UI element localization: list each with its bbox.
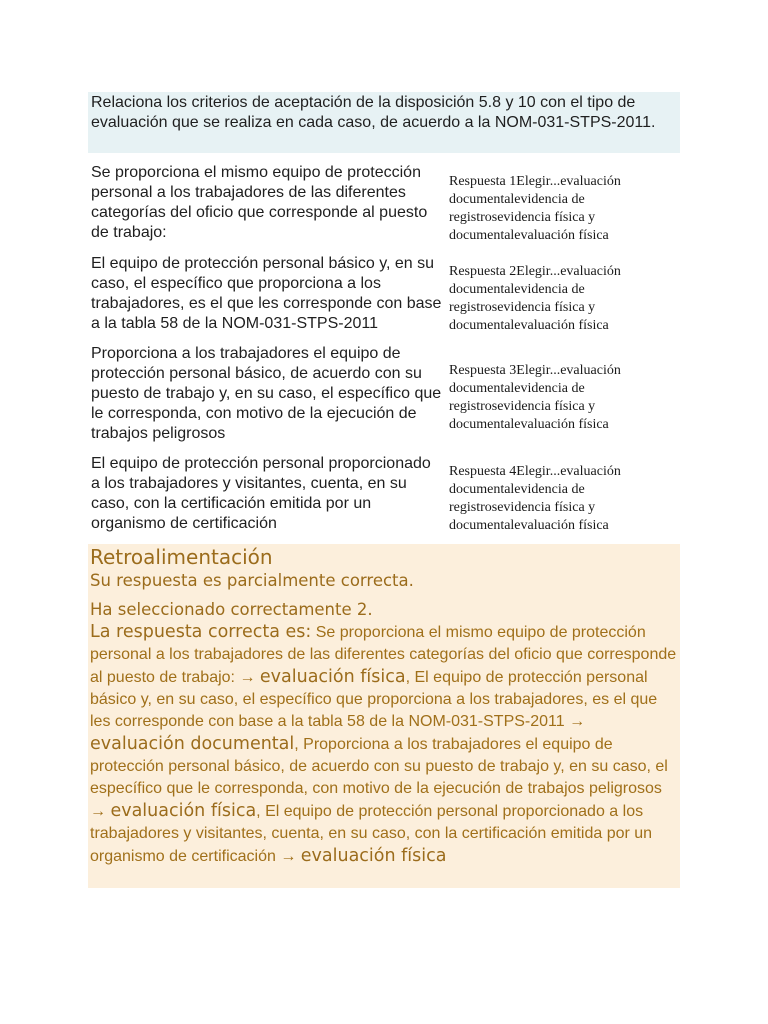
answer-label-4: Respuesta 4 <box>449 464 517 479</box>
correct-answer-value-1: evaluación física <box>259 667 406 687</box>
answer-label-3: Respuesta 3 <box>449 363 517 378</box>
match-row-3 <box>88 344 680 448</box>
correct-answer-value-2: evaluación documental <box>90 734 295 754</box>
match-statement-1: Se proporciona el mismo equipo de protección personal a los trabajadores de las diferentes categorías del oficio que corresponde al puesto de trabajo: <box>91 164 428 241</box>
question-prompt: Relaciona los criterios de aceptación de la disposición 5.8 y 10 con el tipo de evaluación que se realiza en cada caso, de acuerdo a la NOM-031-STPS-2011. <box>91 94 656 131</box>
correct-answer-text-1: Se proporciona el mismo equipo de protección personal a los trabajadores de las diferentes categorías del oficio que corresponde al puesto de trabajo: → <box>90 624 677 686</box>
answer-options-3: Elegir...evaluación documentalevidencia de registrosevidencia física y documentalevaluación física <box>449 363 621 432</box>
answer-select-4[interactable] <box>449 463 679 535</box>
feedback-selected-count: Ha seleccionado correctamente 2. <box>90 600 373 619</box>
answer-select-3[interactable] <box>449 362 679 434</box>
correct-answer-value-3: evaluación física <box>110 801 257 821</box>
answer-options-4: Elegir...evaluación documentalevidencia de registrosevidencia física y documentalevaluación física <box>449 464 621 533</box>
feedback-title: Retroalimentación <box>90 545 273 569</box>
correct-answer-text-2: , El equipo de protección personal básico y, en su caso, el específico que proporciona a los trabajadores, es el que les corresponde con base a la tabla 58 de la NOM-031-STPS-2011 → <box>90 669 658 730</box>
feedback-correct-answer <box>90 621 678 868</box>
match-row-4 <box>88 454 680 540</box>
answer-options-2: Elegir...evaluación documentalevidencia de registrosevidencia física y documentalevaluación física <box>449 264 621 333</box>
feedback-status: Su respuesta es parcialmente correcta. <box>90 571 414 590</box>
match-row-2 <box>88 254 680 340</box>
match-row-1 <box>88 163 680 249</box>
match-statement-4: El equipo de protección personal proporcionado a los trabajadores y visitantes, cuenta, en su caso, con la certificación emitida por un organismo de certificación <box>91 455 431 532</box>
question-prompt-box <box>88 92 680 153</box>
answer-label-2: Respuesta 2 <box>449 264 517 279</box>
feedback-panel <box>88 544 680 888</box>
correct-answer-text-3: , Proporciona a los trabajadores el equipo de protección personal básico, de acuerdo con su puesto de trabajo y, en su caso, el específico que le corresponda, con motivo de la ejecución de trabajos peligrosos → <box>90 736 668 820</box>
answer-select-2[interactable] <box>449 263 679 335</box>
correct-answer-label: La respuesta correcta es: <box>90 622 312 642</box>
match-statement-3: Proporciona a los trabajadores el equipo de protección personal básico, de acuerdo con su puesto de trabajo y, en su caso, el específico que le corresponda, con motivo de la ejecución de trabajos peligrosos <box>91 345 442 442</box>
correct-answer-text-4: , El equipo de protección personal proporcionado a los trabajadores y visitantes, cuenta, en su caso, con la certificación emitida por un organismo de certificación → <box>90 803 653 865</box>
match-statement-2: El equipo de protección personal básico y, en su caso, el específico que proporciona a los trabajadores, es el que les corresponde con base a la tabla 58 de la NOM-031-STPS-2011 <box>91 255 442 332</box>
answer-options-1: Elegir...evaluación documentalevidencia de registrosevidencia física y documentalevaluación física <box>449 174 621 243</box>
correct-answer-value-4: evaluación física <box>300 846 447 866</box>
answer-select-1[interactable] <box>449 173 679 245</box>
answer-label-1: Respuesta 1 <box>449 174 517 189</box>
